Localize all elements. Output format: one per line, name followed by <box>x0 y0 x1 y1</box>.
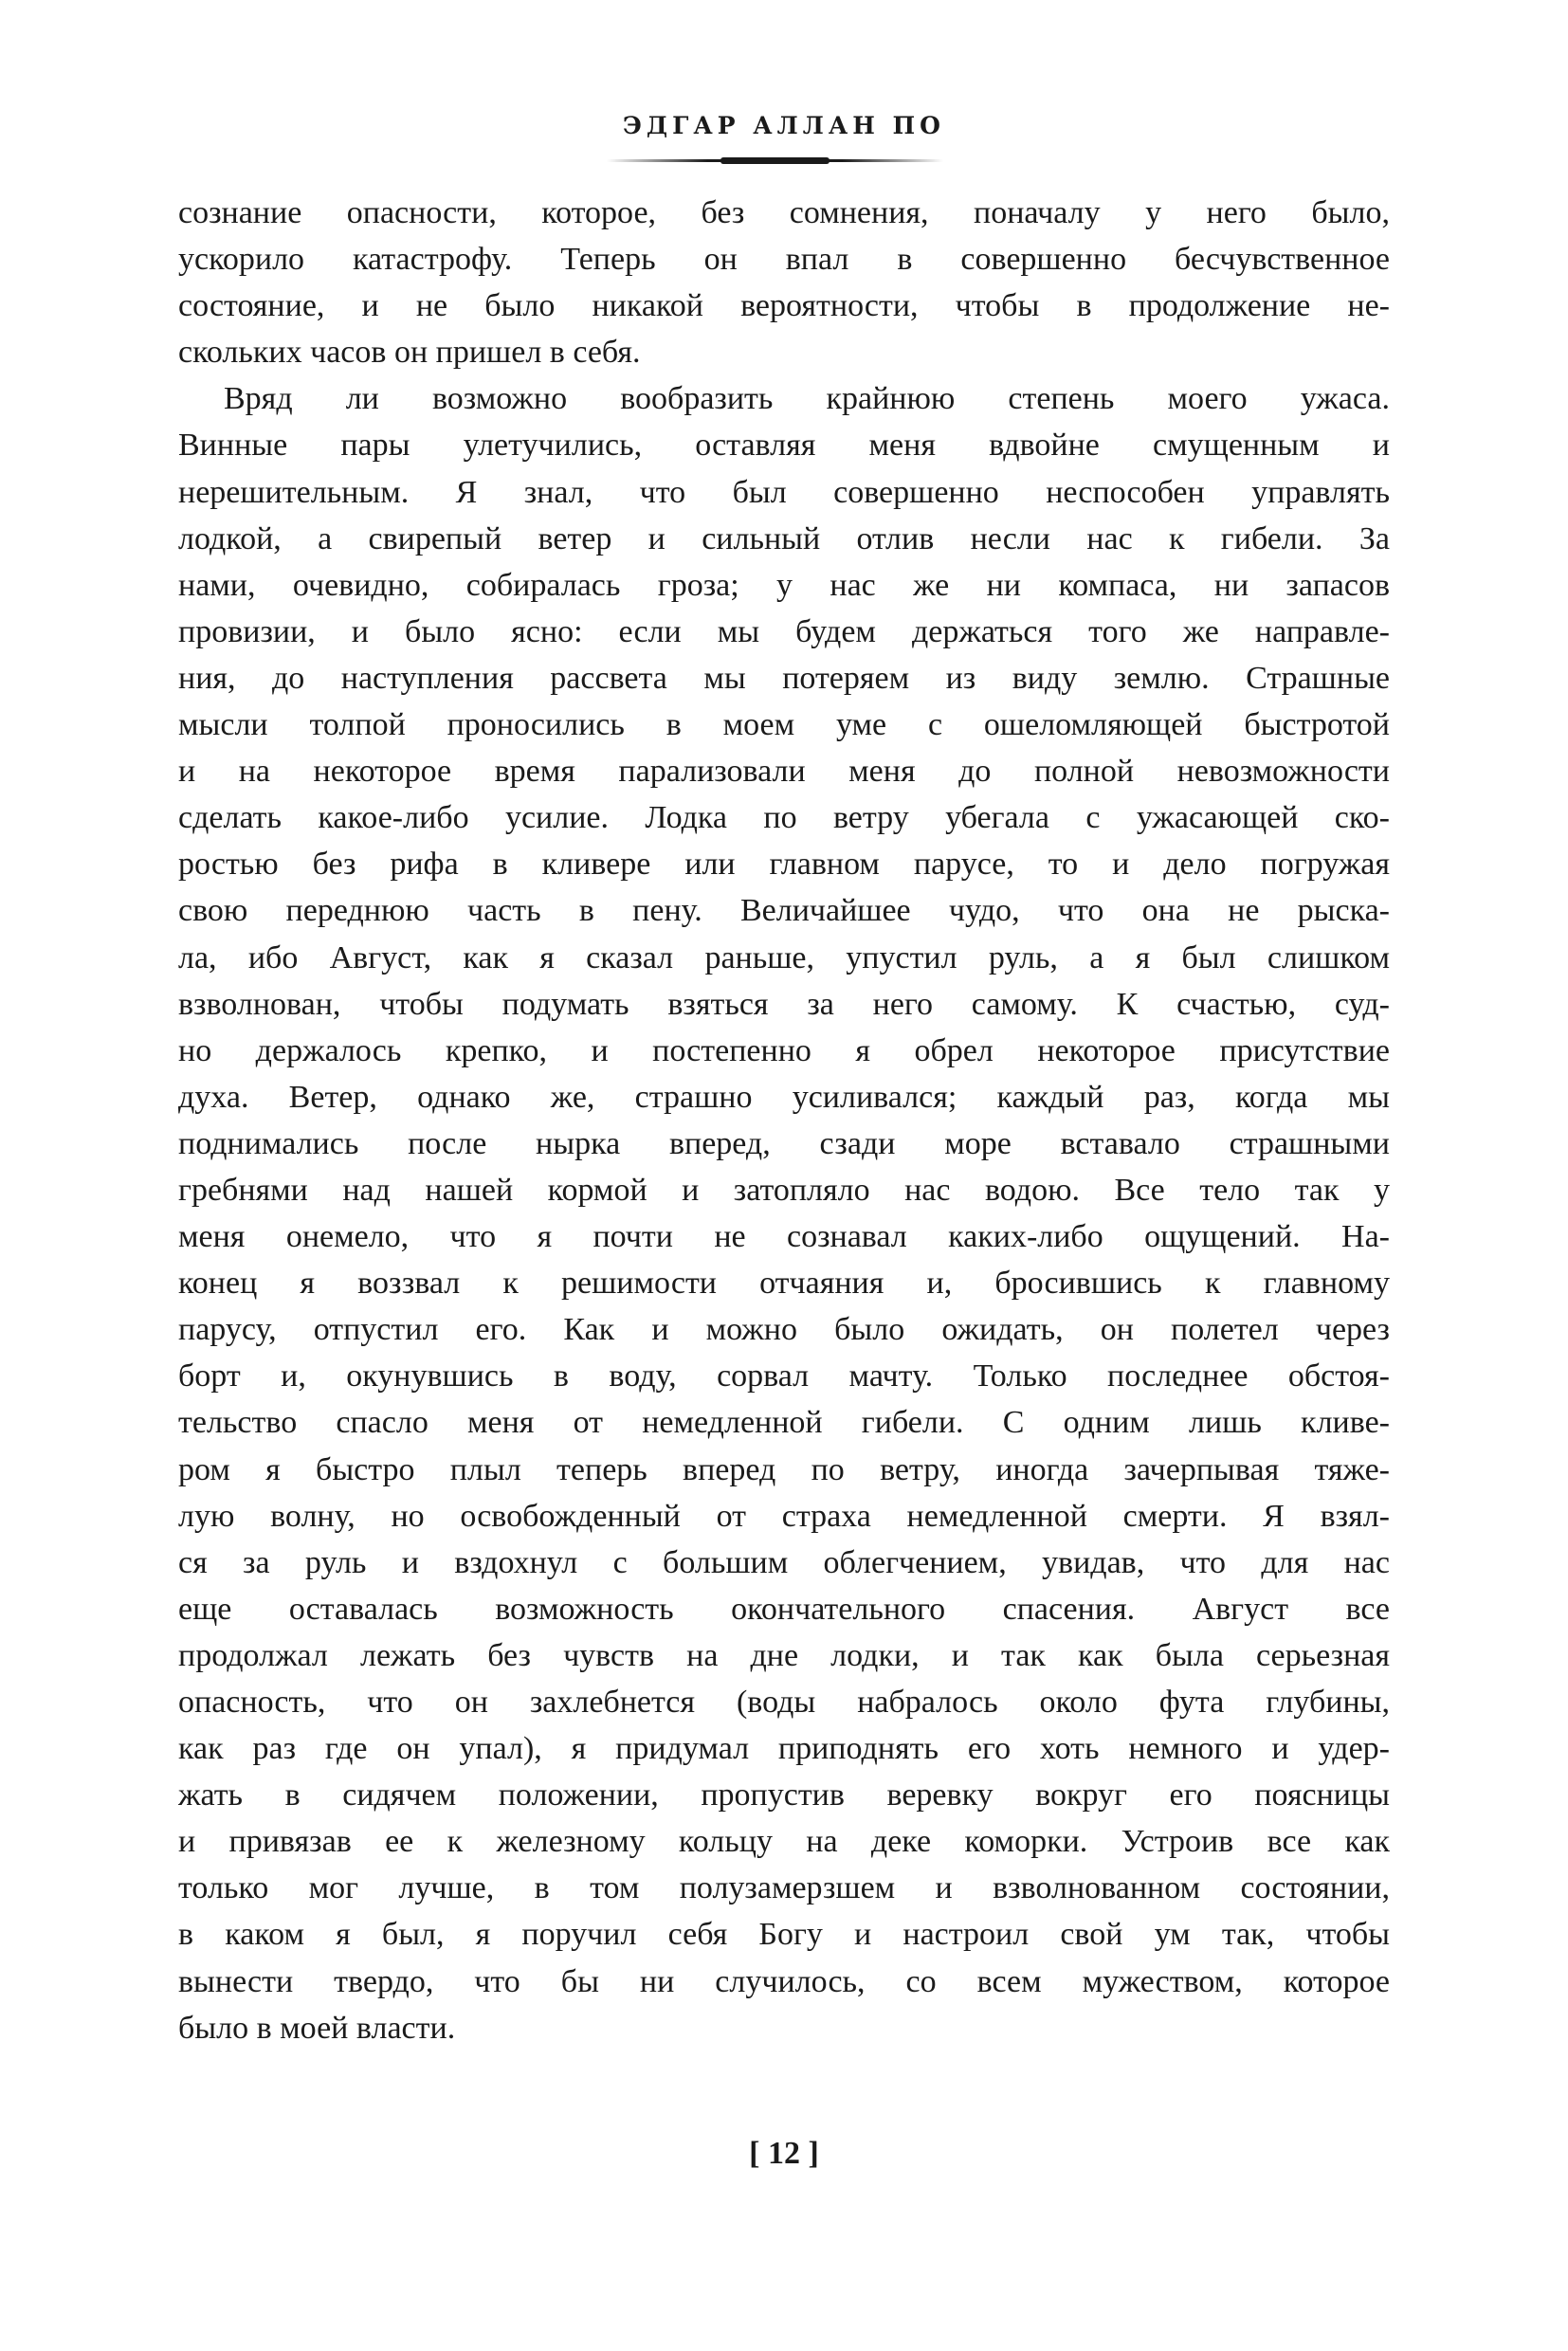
text-line: в каком я был, я поручил себя Богу и настроил свой ум так, чтобы <box>178 1917 1390 1953</box>
text-line: и привязав ее к железному кольцу на деке коморки. Устроив все как <box>178 1824 1390 1860</box>
text-line: лую волну, но освобожденный от страха немедленной смерти. Я взял- <box>178 1498 1390 1534</box>
text-line: состояние, и не было никакой вероятности, чтобы в продолжение не- <box>178 288 1390 324</box>
text-line: вынести твердо, что бы ни случилось, со всем мужеством, которое <box>178 1963 1390 1999</box>
text-line: продолжал лежать без чувств на дне лодки, и так как была серьезная <box>178 1637 1390 1673</box>
text-line: провизии, и было ясно: если мы будем держаться того же направле- <box>178 613 1390 649</box>
text-line: сделать какое-либо усилие. Лодка по ветру убегала с ужасающей ско- <box>178 800 1390 836</box>
text-line: мысли толпой проносились в моем уме с ошеломляющей быстротой <box>178 707 1390 743</box>
text-line: ния, до наступления рассвета мы потеряем из виду землю. Страшные <box>178 660 1390 696</box>
text-line: Винные пары улетучились, оставляя меня вдвойне смущенным и <box>178 428 1390 464</box>
text-line: сознание опасности, которое, без сомнения, поначалу у него было, <box>178 195 1390 230</box>
text-line: ростью без рифа в кливере или главном парусе, то и дело погружая <box>178 847 1390 883</box>
text-line: как раз где он упал), я придумал приподнять его хоть немного и удер- <box>178 1731 1390 1767</box>
text-line: поднимались после нырка вперед, сзади море вставало страшными <box>178 1125 1390 1161</box>
text-line: парусу, отпустил его. Как и можно было ожидать, он полетел через <box>178 1312 1390 1348</box>
text-line: еще оставалась возможность окончательного спасения. Август все <box>178 1591 1390 1627</box>
running-head-author: ЭДГАР АЛЛАН ПО <box>623 112 945 139</box>
text-line: ускорило катастрофу. Теперь он впал в совершенно бесчувственное <box>178 242 1390 278</box>
text-line: конец я воззвал к решимости отчаяния и, бросившись к главному <box>178 1266 1390 1302</box>
text-line: ся за руль и вздохнул с большим облегчением, увидав, что для нас <box>178 1544 1390 1580</box>
text-line: лодкой, а свирепый ветер и сильный отлив несли нас к гибели. За <box>178 520 1390 556</box>
text-line: Вряд ли возможно вообразить крайнюю степень моего ужаса. <box>224 381 1390 417</box>
text-line: взволнован, чтобы подумать взяться за него самому. К счастью, суд- <box>178 986 1390 1022</box>
text-line: ла, ибо Август, как я сказал раньше, упустил руль, а я был слишком <box>178 939 1390 975</box>
text-line: скольких часов он пришел в себя. <box>178 335 641 371</box>
header-rule-ornament <box>720 157 830 164</box>
text-line: борт и, окунувшись в воду, сорвал мачту. Только последнее обстоя- <box>178 1358 1390 1394</box>
text-line: меня онемело, что я почти не сознавал каких-либо ощущений. На- <box>178 1219 1390 1255</box>
text-line: только мог лучше, в том полузамерзшем и взволнованном состоянии, <box>178 1870 1390 1906</box>
text-line: нами, очевидно, собиралась гроза; у нас же ни компаса, ни запасов <box>178 567 1390 603</box>
text-line: но держалось крепко, и постепенно я обрел некоторое присутствие <box>178 1032 1390 1068</box>
text-line: жать в сидячем положении, пропустив веревку вокруг его поясницы <box>178 1777 1390 1813</box>
text-line: свою переднюю часть в пену. Величайшее чудо, что она не рыска- <box>178 893 1390 929</box>
text-line: было в моей власти. <box>178 2010 456 2046</box>
page-number: [ 12 ] <box>749 2136 819 2171</box>
text-line: гребнями над нашей кормой и затопляло нас водою. Все тело так у <box>178 1172 1390 1208</box>
body-text <box>178 190 1390 2051</box>
running-head <box>0 112 1568 139</box>
text-line: опасность, что он захлебнется (воды набралось около фута глубины, <box>178 1685 1390 1720</box>
text-line: тельство спасло меня от немедленной гибели. С одним лишь кливе- <box>178 1405 1390 1441</box>
text-line: духа. Ветер, однако же, страшно усиливался; каждый раз, когда мы <box>178 1079 1390 1115</box>
text-line: и на некоторое время парализовали меня до полной невозможности <box>178 754 1390 790</box>
text-line: ром я быстро плыл теперь вперед по ветру, иногда зачерпывая тяже- <box>178 1451 1390 1487</box>
text-line: нерешительным. Я знал, что был совершенно неспособен управлять <box>178 474 1390 510</box>
